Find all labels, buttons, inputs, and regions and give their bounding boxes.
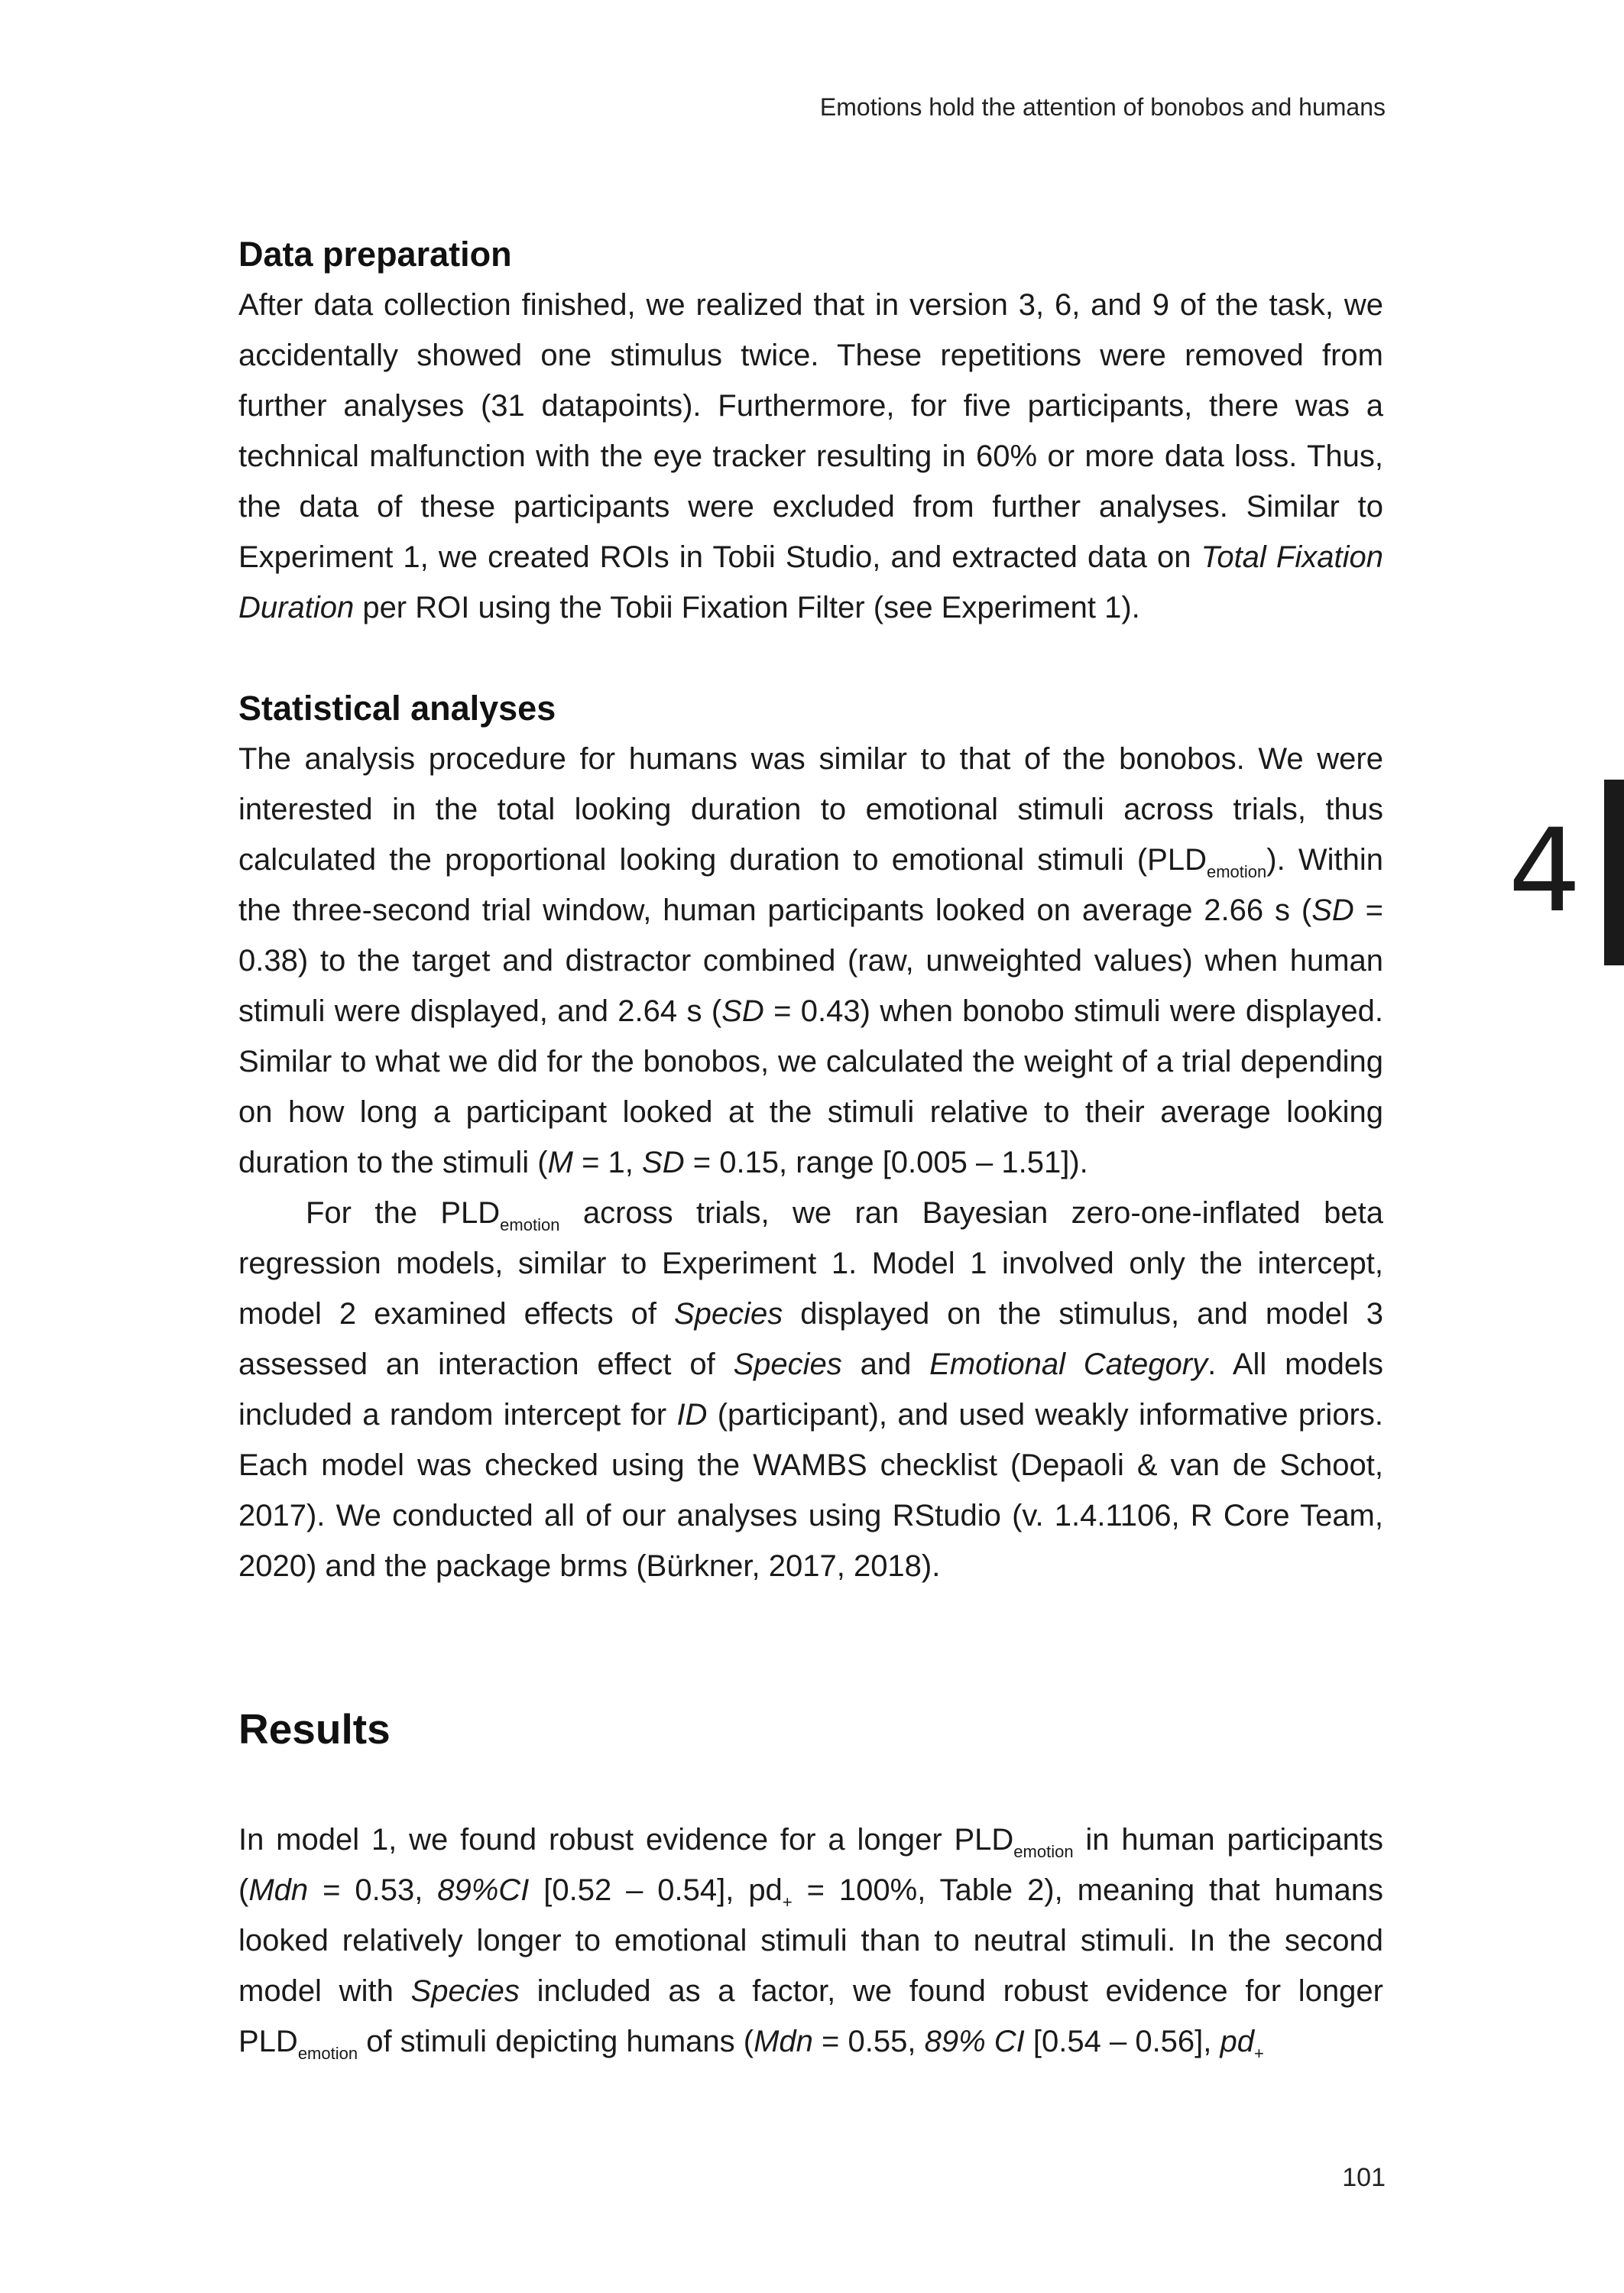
running-head: Emotions hold the attention of bonobos and humans [819, 93, 1386, 121]
paragraph-results-1: In model 1, we found robust evidence for a longer $PLD_{emotion}$ in human participants (Mdn = 0.53, 89%CI [0.52 – 0.54], $pd_+ = 100\%$, Table 2), meaning that humans looked relatively longer to emotional stimuli than to neutral stimuli. In the second model with Species included as a factor, we found robust evidence for longer $PLD_{emotion}$ of stimuli depicting humans (Mdn = 0.55, 89% CI [0.54 – 0.56], $pd_+$ [238, 1823, 1383, 2063]
paragraph-statistical-analyses-2: For the $PLD_{emotion}$ across trials, we ran Bayesian zero-one-inflated beta regression models, similar to Experiment 1. Model 1 involved only the intercept, model 2 examined effects of Species displayed on the stimulus, and model 3 assessed an interaction effect of Species and Emotional Category. All models included a random intercept for ID (participant), and used weakly informative priors. Each model was checked using the WAMBS checklist (Depaoli & van de Schoot, 2017). We conducted all of our analyses using RStudio (v. 1.4.1106, R Core Team, 2020) and the package brms (Bürkner, 2017, 2018). [238, 1196, 1384, 1583]
section-heading-results: Results [238, 1705, 391, 1753]
paragraph-statistical-analyses-1: The analysis procedure for humans was similar to that of the bonobos. We were interested in the total looking duration to emotional stimuli across trials, thus calculated the proportional looking duration to emotional stimuli $(PLD_{emotion})$. Within the three-second trial window, human participants looked on average 2.66 s (SD = 0.38) to the target and distractor combined (raw, unweighted values) when human stimuli were displayed, and 2.64 s (SD = 0.43) when bonobo stimuli were displayed. Similar to what we did for the bonobos, we calculated the weight of a trial depending on how long a participant looked at the stimuli relative to their average looking duration to the stimuli (M = 1, SD = 0.15, range [0.005 – 1.51]). [238, 742, 1383, 1179]
section-heading-statistical-analyses: Statistical analyses [238, 689, 556, 728]
body-text [238, 229, 1383, 2067]
paragraph-data-preparation: After data collection finished, we realized that in version 3, 6, and 9 of the task, we accidentally showed one stimulus twice. These repetitions were removed from further analyses (31 datapoints). Furthermore, for five participants, there was a technical malfunction with the eye tracker resulting in 60% or more data loss. Thus, the data of these participants were excluded from further analyses. Similar to Experiment 1, we created ROIs in Tobii Studio, and extracted data on Total Fixation Duration per ROI using the Tobii Fixation Filter (see Experiment 1). [238, 288, 1383, 624]
section-heading-data-preparation: Data preparation [238, 235, 512, 274]
page-number: 101 [1342, 2163, 1386, 2192]
chapter-tab-marker [1604, 780, 1624, 965]
chapter-number: 4 [1508, 805, 1581, 938]
